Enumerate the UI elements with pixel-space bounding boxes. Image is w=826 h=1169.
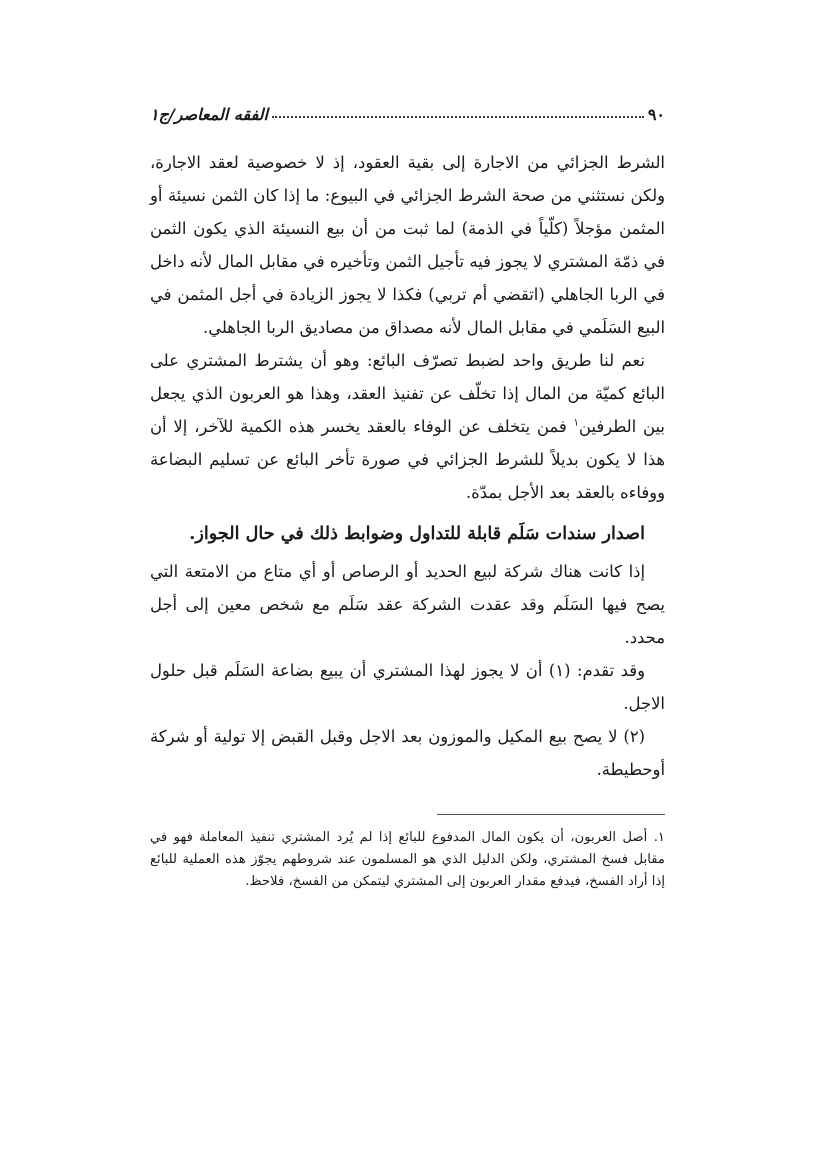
paragraph-5: (٢) لا يصح بيع المكيل والموزون بعد الاجل وقبل القبض إلا تولية أو شركة أوحطيطة.: [150, 727, 665, 779]
footnote-1: ١. أصل العربون، أن يكون المال المدفوع للبائع إذا لم يُرد المشتري تنفيذ المعاملة فهو في مقابل فسخ المشتري، ولكن الدليل الذي هو المسلمون عند شروطهم يجوّز هذه العملية للبائع إذا أراد الفسخ، فيدفع مقدار العربون إلى المشتري ليتمكن من الفسخ، فلاحظ.: [150, 830, 665, 889]
footnote-divider: [437, 814, 665, 815]
page-number: ٩٠: [647, 105, 665, 124]
paragraph-3: إذا كانت هناك شركة لبيع الحديد أو الرصاص أو أي متاع من الامتعة التي يصح فيها السَلَم وقد عقدت الشركة عقد سَلَم مع شخص معين إلى أجل محدد.: [150, 562, 665, 647]
paragraph-4: وقد تقدم: (١) أن لا يجوز لهذا المشتري أن يبيع بضاعة السَلَم قبل حلول الاجل.: [150, 661, 665, 713]
footnotes: [150, 827, 665, 893]
section-heading: اصدار سندات سَلَم قابلة للتداول وضوابط ذلك في حال الجواز.: [189, 523, 645, 544]
book-page: [150, 88, 665, 893]
paragraph-2: [150, 344, 665, 509]
footnote-reference-1[interactable]: ١: [573, 417, 579, 429]
header-dotted-leader: [272, 115, 644, 118]
paragraph-2-text-start: نعم لنا طريق واحد لضبط تصرّف البائع: وهو أن يشترط المشتري على البائع كميّة من المال إذا تخلّف عن تفنيذ العقد، وهذا هو العربون الذي يجعل بين الطرفين: [150, 351, 665, 436]
running-title: الفقه المعاصر/ج١: [150, 105, 268, 124]
paragraph-2-text-end: فمن يتخلف عن الوفاء بالعقد يخسر هذه الكمية للآخر، إلا أن هذا لا يكون بديلاً للشرط الجزائي في صورة تأخر البائع عن تسليم البضاعة ووفاءه بالعقد بعد الأجل بمدّة.: [150, 417, 665, 502]
paragraph-1: الشرط الجزائي من الاجارة إلى بقية العقود، إذ لا خصوصية لعقد الاجارة، ولكن نستثني من صحة الشرط الجزائي في البيوع: ما إذا كان الثمن نسيئة أو المثمن مؤجلاً (كلّياً في الذمة) لما ثبت من أن بيع النسيئة الذي يكون الثمن في ذمّة المشتري لا يجوز فيه تأجيل الثمن وتأخيره في مقابل المال لأنه داخل في الربا الجاهلي (اتقضي أم تربي) فكذا لا يجوز الزيادة في أجل المثمن في البيع السَلَمي في مقابل المال لأنه مصداق من مصاديق الربا الجاهلي.: [150, 153, 665, 337]
running-header: [150, 88, 665, 124]
body-text: [150, 146, 665, 786]
